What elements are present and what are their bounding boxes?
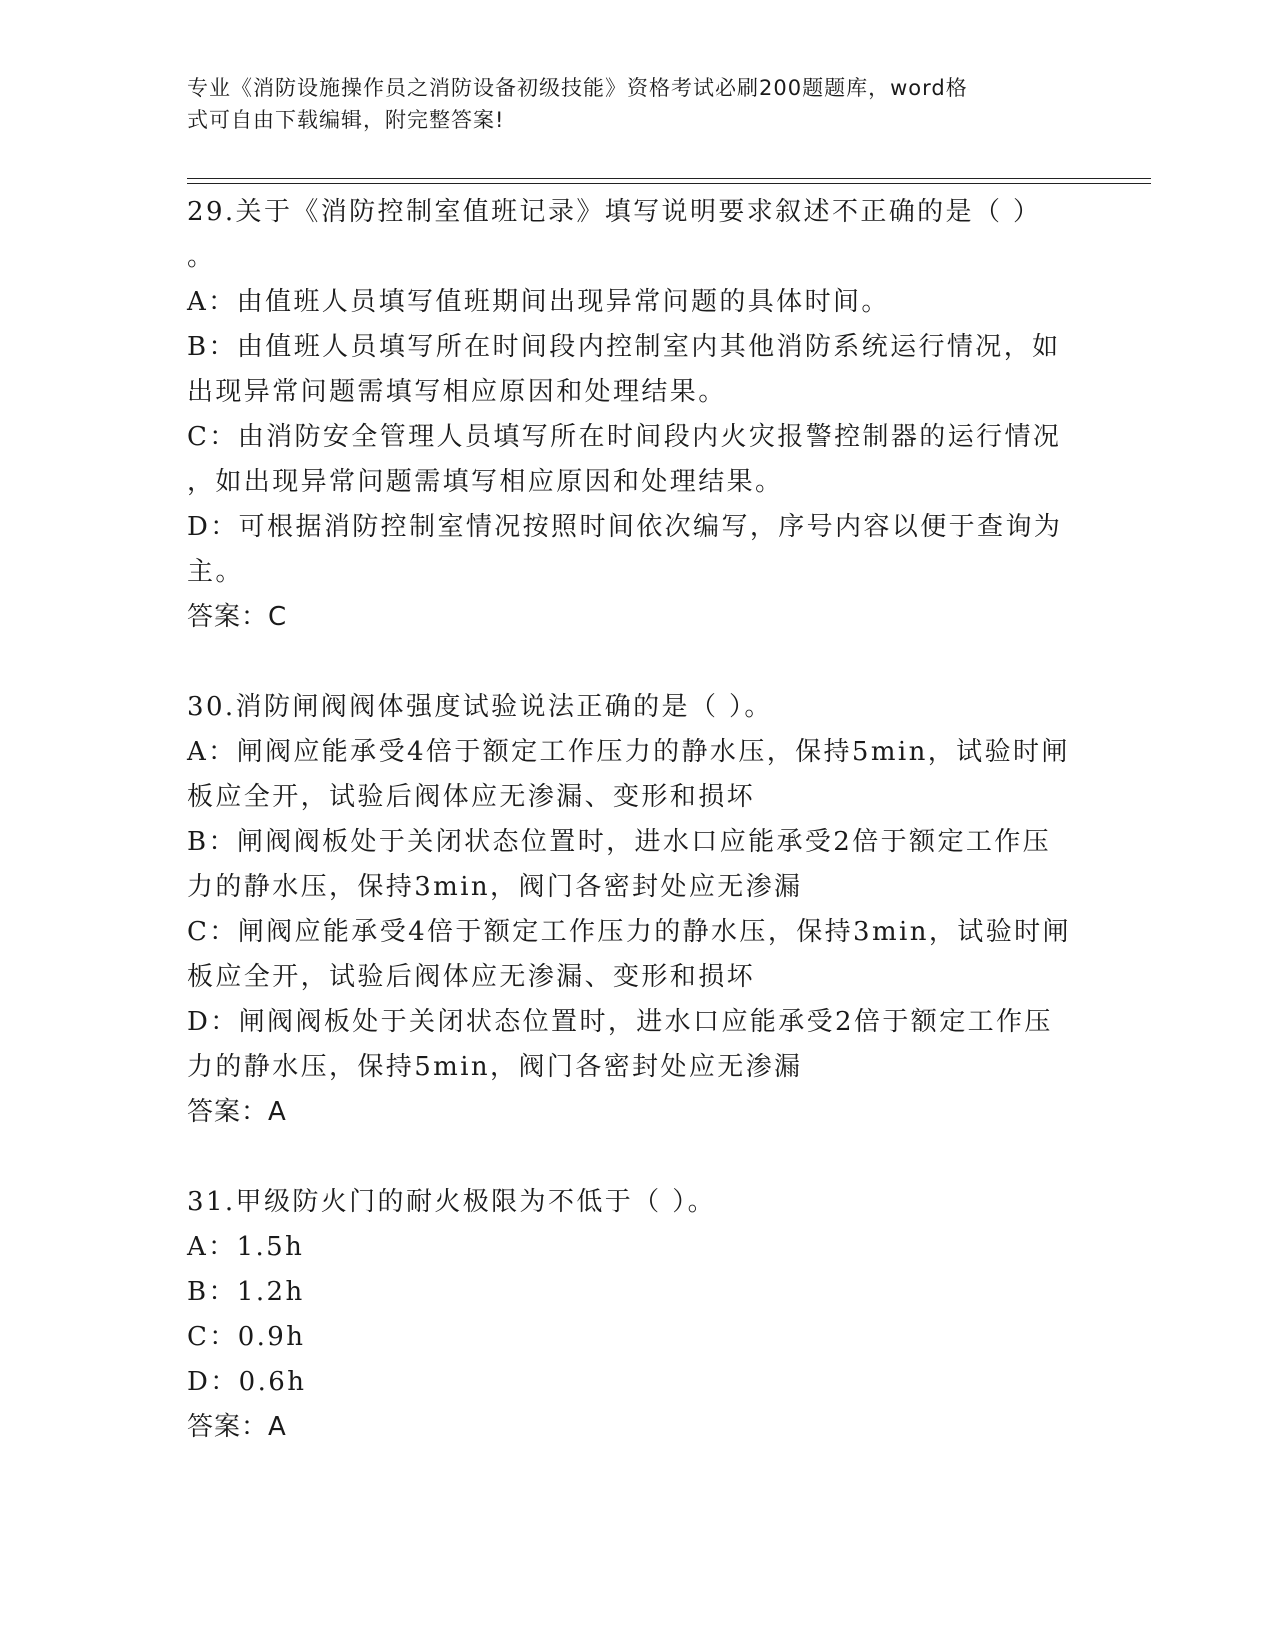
option-b: B：闸阀阀板处于关闭状态位置时，进水口应能承受2倍于额定工作压 bbox=[187, 827, 1052, 857]
question-31 bbox=[187, 1180, 1087, 1450]
option-a: 板应全开，试验后阀体应无渗漏、变形和损坏 bbox=[187, 782, 756, 812]
answer-label: 答案：A bbox=[187, 1412, 287, 1442]
question-30 bbox=[187, 685, 1087, 1135]
option-d: 主。 bbox=[187, 557, 244, 587]
question-stem: 。 bbox=[187, 242, 216, 272]
option-a: A：闸阀应能承受4倍于额定工作压力的静水压，保持5min，试验时闸 bbox=[187, 737, 1070, 767]
option-a: A：1.5h bbox=[187, 1232, 305, 1262]
header-divider-top bbox=[187, 178, 1151, 179]
option-c: ，如出现异常问题需填写相应原因和处理结果。 bbox=[187, 467, 784, 497]
document-header bbox=[187, 72, 1067, 136]
header-line-1: 专业《消防设施操作员之消防设备初级技能》资格考试必刷200题题库，word格 bbox=[187, 76, 968, 100]
question-stem: 30.消防闸阀阀体强度试验说法正确的是（ ）。 bbox=[187, 692, 773, 722]
answer-label: 答案：A bbox=[187, 1097, 287, 1127]
option-c: C：由消防安全管理人员填写所在时间段内火灾报警控制器的运行情况 bbox=[187, 422, 1062, 452]
option-d: D：闸阀阀板处于关闭状态位置时，进水口应能承受2倍于额定工作压 bbox=[187, 1007, 1053, 1037]
option-b: B：由值班人员填写所在时间段内控制室内其他消防系统运行情况，如 bbox=[187, 332, 1061, 362]
answer-label: 答案：C bbox=[187, 602, 288, 632]
question-list bbox=[187, 190, 1087, 1450]
question-stem: 29.关于《消防控制室值班记录》填写说明要求叙述不正确的是（ ） bbox=[187, 197, 1042, 227]
option-a: A：由值班人员填写值班期间出现异常问题的具体时间。 bbox=[187, 287, 890, 317]
option-b: 力的静水压，保持3min，阀门各密封处应无渗漏 bbox=[187, 872, 803, 902]
header-divider-bottom bbox=[187, 183, 1151, 184]
option-d: D：0.6h bbox=[187, 1367, 307, 1397]
question-29 bbox=[187, 190, 1087, 640]
option-d: D：可根据消防控制室情况按照时间依次编写，序号内容以便于查询为 bbox=[187, 512, 1063, 542]
question-stem: 31.甲级防火门的耐火极限为不低于（ ）。 bbox=[187, 1187, 717, 1217]
option-c: C：闸阀应能承受4倍于额定工作压力的静水压，保持3min，试验时闸 bbox=[187, 917, 1071, 947]
option-b: 出现异常问题需填写相应原因和处理结果。 bbox=[187, 377, 727, 407]
option-b: B：1.2h bbox=[187, 1277, 305, 1307]
header-line-2: 式可自由下载编辑，附完整答案! bbox=[187, 108, 505, 132]
option-c: C：0.9h bbox=[187, 1322, 306, 1352]
option-d: 力的静水压，保持5min，阀门各密封处应无渗漏 bbox=[187, 1052, 803, 1082]
option-c: 板应全开，试验后阀体应无渗漏、变形和损坏 bbox=[187, 962, 756, 992]
